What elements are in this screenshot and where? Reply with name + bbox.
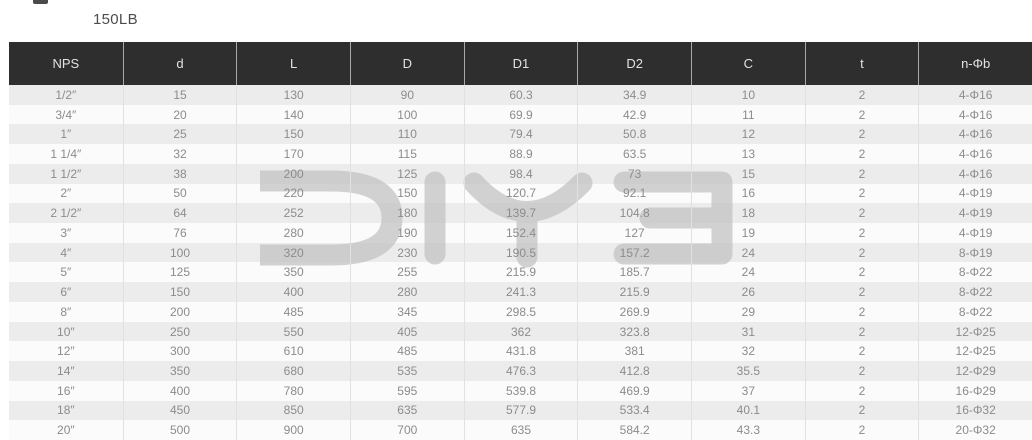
table-cell: 150 bbox=[350, 184, 464, 204]
table-row bbox=[9, 85, 1032, 105]
table-cell: 8-Φ22 bbox=[918, 262, 1032, 282]
table-cell: 298.5 bbox=[464, 302, 578, 322]
table-row bbox=[9, 105, 1032, 125]
table-cell: 19 bbox=[691, 223, 805, 243]
table-cell: 157.2 bbox=[577, 243, 691, 263]
table-cell: 12-Φ25 bbox=[918, 341, 1032, 361]
table-cell: 300 bbox=[123, 341, 237, 361]
table-cell: 280 bbox=[350, 282, 464, 302]
table-cell: 150 bbox=[123, 282, 237, 302]
table-cell: 533.4 bbox=[577, 401, 691, 421]
table-cell: 110 bbox=[350, 124, 464, 144]
table-row bbox=[9, 184, 1032, 204]
table-cell: 850 bbox=[236, 401, 350, 421]
table-cell: 32 bbox=[123, 144, 237, 164]
table-cell: 12-Φ25 bbox=[918, 322, 1032, 342]
table-cell: 15 bbox=[123, 85, 237, 105]
table-cell: 2 bbox=[805, 361, 919, 381]
table-cell: 4-Φ19 bbox=[918, 203, 1032, 223]
header-cell: t bbox=[805, 42, 919, 85]
table-cell: 320 bbox=[236, 243, 350, 263]
table-cell: 25 bbox=[123, 124, 237, 144]
table-row bbox=[9, 282, 1032, 302]
table-cell: 18 bbox=[691, 203, 805, 223]
table-cell: 2 bbox=[805, 144, 919, 164]
table-row bbox=[9, 164, 1032, 184]
table-cell: 10 bbox=[691, 85, 805, 105]
table-cell: 31 bbox=[691, 322, 805, 342]
table-cell: 185.7 bbox=[577, 262, 691, 282]
table-cell: 20-Φ32 bbox=[918, 420, 1032, 440]
table-cell: 200 bbox=[236, 164, 350, 184]
table-cell: 1/2″ bbox=[55, 87, 77, 102]
table-cell: 42.9 bbox=[577, 105, 691, 125]
table-row bbox=[9, 124, 1032, 144]
table-cell: 900 bbox=[236, 420, 350, 440]
table-cell: 12 bbox=[691, 124, 805, 144]
table-cell: 345 bbox=[350, 302, 464, 322]
table-cell: 8″ bbox=[60, 304, 72, 319]
table-cell: 2 bbox=[805, 223, 919, 243]
table-cell: 680 bbox=[236, 361, 350, 381]
table-cell: 2 bbox=[805, 381, 919, 401]
table-cell: 127 bbox=[577, 223, 691, 243]
table-row bbox=[9, 262, 1032, 282]
table-cell: 16-Φ29 bbox=[918, 381, 1032, 401]
table-cell: 2 bbox=[805, 401, 919, 421]
table-cell: 13 bbox=[691, 144, 805, 164]
header-cell: d bbox=[123, 42, 237, 85]
table-cell: 35.5 bbox=[691, 361, 805, 381]
table-cell: 180 bbox=[350, 203, 464, 223]
table-cell: 584.2 bbox=[577, 420, 691, 440]
table-cell: 16-Φ32 bbox=[918, 401, 1032, 421]
table-cell: 595 bbox=[350, 381, 464, 401]
table-cell: 241.3 bbox=[464, 282, 578, 302]
table-cell: 280 bbox=[236, 223, 350, 243]
table-cell: 2 bbox=[805, 302, 919, 322]
table-cell: 4-Φ16 bbox=[918, 124, 1032, 144]
table-cell: 2 1/2″ bbox=[50, 206, 82, 221]
table-cell: 38 bbox=[123, 164, 237, 184]
table-cell: 1″ bbox=[60, 127, 72, 142]
table-cell: 120.7 bbox=[464, 184, 578, 204]
table-cell: 63.5 bbox=[577, 144, 691, 164]
table-cell: 76 bbox=[123, 223, 237, 243]
table-cell: 269.9 bbox=[577, 302, 691, 322]
table-cell: 2 bbox=[805, 164, 919, 184]
table-cell: 2″ bbox=[60, 186, 72, 201]
table-row bbox=[9, 322, 1032, 342]
table-cell: 2 bbox=[805, 420, 919, 440]
table-cell: 24 bbox=[691, 243, 805, 263]
table-cell: 1 1/2″ bbox=[50, 166, 82, 181]
table-cell: 37 bbox=[691, 381, 805, 401]
table-cell: 400 bbox=[236, 282, 350, 302]
table-row bbox=[9, 144, 1032, 164]
table-cell: 8-Φ22 bbox=[918, 302, 1032, 322]
table-cell: 476.3 bbox=[464, 361, 578, 381]
table-cell: 535 bbox=[350, 361, 464, 381]
table-cell: 100 bbox=[350, 105, 464, 125]
table-cell: 4″ bbox=[60, 245, 72, 260]
table-cell: 29 bbox=[691, 302, 805, 322]
table-row bbox=[9, 341, 1032, 361]
table-cell: 79.4 bbox=[464, 124, 578, 144]
table-cell: 250 bbox=[123, 322, 237, 342]
table-cell: 3/4″ bbox=[55, 107, 77, 122]
table-cell: 60.3 bbox=[464, 85, 578, 105]
table-cell: 4-Φ16 bbox=[918, 144, 1032, 164]
table-cell: 500 bbox=[123, 420, 237, 440]
table-header bbox=[9, 42, 1032, 85]
table-row bbox=[9, 302, 1032, 322]
table-cell: 34.9 bbox=[577, 85, 691, 105]
table-cell: 115 bbox=[350, 144, 464, 164]
table-cell: 2 bbox=[805, 282, 919, 302]
table-cell: 20″ bbox=[57, 423, 75, 438]
table-cell: 100 bbox=[123, 243, 237, 263]
table-cell: 539.8 bbox=[464, 381, 578, 401]
table-cell: 190 bbox=[350, 223, 464, 243]
table-cell: 8-Φ19 bbox=[918, 243, 1032, 263]
table-cell: 90 bbox=[350, 85, 464, 105]
table-cell: 2 bbox=[805, 124, 919, 144]
table-cell: 412.8 bbox=[577, 361, 691, 381]
table-cell: 40.1 bbox=[691, 401, 805, 421]
table-cell: 230 bbox=[350, 243, 464, 263]
table-cell: 43.3 bbox=[691, 420, 805, 440]
table-cell: 350 bbox=[123, 361, 237, 381]
header-cell: D bbox=[350, 42, 464, 85]
table-cell: 8-Φ22 bbox=[918, 282, 1032, 302]
table-cell: 140 bbox=[236, 105, 350, 125]
table-cell: 323.8 bbox=[577, 322, 691, 342]
table-cell: 6″ bbox=[60, 285, 72, 300]
table-cell: 635 bbox=[350, 401, 464, 421]
table-cell: 130 bbox=[236, 85, 350, 105]
flange-dimension-table bbox=[9, 42, 1032, 440]
table-cell: 139.7 bbox=[464, 203, 578, 223]
table-cell: 2 bbox=[805, 341, 919, 361]
table-row bbox=[9, 223, 1032, 243]
header-cell: n-Φb bbox=[918, 42, 1032, 85]
table-cell: 610 bbox=[236, 341, 350, 361]
table-cell: 2 bbox=[805, 85, 919, 105]
table-cell: 69.9 bbox=[464, 105, 578, 125]
table-cell: 350 bbox=[236, 262, 350, 282]
table-cell: 152.4 bbox=[464, 223, 578, 243]
table-cell: 12″ bbox=[57, 344, 75, 359]
table-cell: 50.8 bbox=[577, 124, 691, 144]
table-cell: 2 bbox=[805, 262, 919, 282]
table-body bbox=[9, 85, 1032, 440]
table-cell: 485 bbox=[350, 341, 464, 361]
table-cell: 125 bbox=[350, 164, 464, 184]
table-cell: 255 bbox=[350, 262, 464, 282]
table-cell: 32 bbox=[691, 341, 805, 361]
table-cell: 200 bbox=[123, 302, 237, 322]
table-cell: 780 bbox=[236, 381, 350, 401]
header-cell: NPS bbox=[52, 56, 80, 71]
table-cell: 12-Φ29 bbox=[918, 361, 1032, 381]
table-cell: 4-Φ16 bbox=[918, 85, 1032, 105]
table-cell: 18″ bbox=[57, 403, 75, 418]
table-cell: 26 bbox=[691, 282, 805, 302]
table-cell: 450 bbox=[123, 401, 237, 421]
table-cell: 252 bbox=[236, 203, 350, 223]
table-cell: 215.9 bbox=[577, 282, 691, 302]
table-cell: 4-Φ16 bbox=[918, 164, 1032, 184]
pressure-class-label: 150LB bbox=[93, 11, 138, 28]
table-cell: 64 bbox=[123, 203, 237, 223]
table-cell: 11 bbox=[691, 105, 805, 125]
table-cell: 4-Φ19 bbox=[918, 223, 1032, 243]
table-row bbox=[9, 420, 1032, 440]
table-cell: 190.5 bbox=[464, 243, 578, 263]
table-cell: 2 bbox=[805, 322, 919, 342]
table-cell: 469.9 bbox=[577, 381, 691, 401]
header-cell: D2 bbox=[577, 42, 691, 85]
table-cell: 14″ bbox=[57, 363, 75, 378]
table-cell: 2 bbox=[805, 203, 919, 223]
table-cell: 3″ bbox=[60, 225, 72, 240]
table-row bbox=[9, 243, 1032, 263]
table-cell: 1 1/4″ bbox=[50, 147, 82, 162]
table-cell: 73 bbox=[577, 164, 691, 184]
table-cell: 362 bbox=[464, 322, 578, 342]
header-cell: C bbox=[691, 42, 805, 85]
table-cell: 431.8 bbox=[464, 341, 578, 361]
table-cell: 15 bbox=[691, 164, 805, 184]
table-cell: 150 bbox=[236, 124, 350, 144]
table-cell: 400 bbox=[123, 381, 237, 401]
crop-artifact bbox=[33, 0, 48, 4]
table-cell: 170 bbox=[236, 144, 350, 164]
table-cell: 16 bbox=[691, 184, 805, 204]
table-cell: 88.9 bbox=[464, 144, 578, 164]
table-cell: 485 bbox=[236, 302, 350, 322]
table-cell: 700 bbox=[350, 420, 464, 440]
table-cell: 10″ bbox=[57, 324, 75, 339]
table-cell: 98.4 bbox=[464, 164, 578, 184]
table-cell: 405 bbox=[350, 322, 464, 342]
table-cell: 20 bbox=[123, 105, 237, 125]
table-cell: 2 bbox=[805, 105, 919, 125]
table-cell: 2 bbox=[805, 243, 919, 263]
table-cell: 635 bbox=[464, 420, 578, 440]
table-cell: 2 bbox=[805, 184, 919, 204]
table-cell: 50 bbox=[123, 184, 237, 204]
table-cell: 4-Φ16 bbox=[918, 105, 1032, 125]
table-cell: 577.9 bbox=[464, 401, 578, 421]
table-cell: 215.9 bbox=[464, 262, 578, 282]
header-cell: D1 bbox=[464, 42, 578, 85]
table-cell: 381 bbox=[577, 341, 691, 361]
table-cell: 220 bbox=[236, 184, 350, 204]
table-cell: 550 bbox=[236, 322, 350, 342]
table-cell: 125 bbox=[123, 262, 237, 282]
table-cell: 104.8 bbox=[577, 203, 691, 223]
table-row bbox=[9, 381, 1032, 401]
table-cell: 16″ bbox=[57, 383, 75, 398]
table-row bbox=[9, 203, 1032, 223]
table-cell: 92.1 bbox=[577, 184, 691, 204]
header-cell: L bbox=[236, 42, 350, 85]
table-row bbox=[9, 401, 1032, 421]
table-row bbox=[9, 361, 1032, 381]
table-cell: 24 bbox=[691, 262, 805, 282]
table-cell: 5″ bbox=[60, 265, 72, 280]
table-cell: 4-Φ19 bbox=[918, 184, 1032, 204]
